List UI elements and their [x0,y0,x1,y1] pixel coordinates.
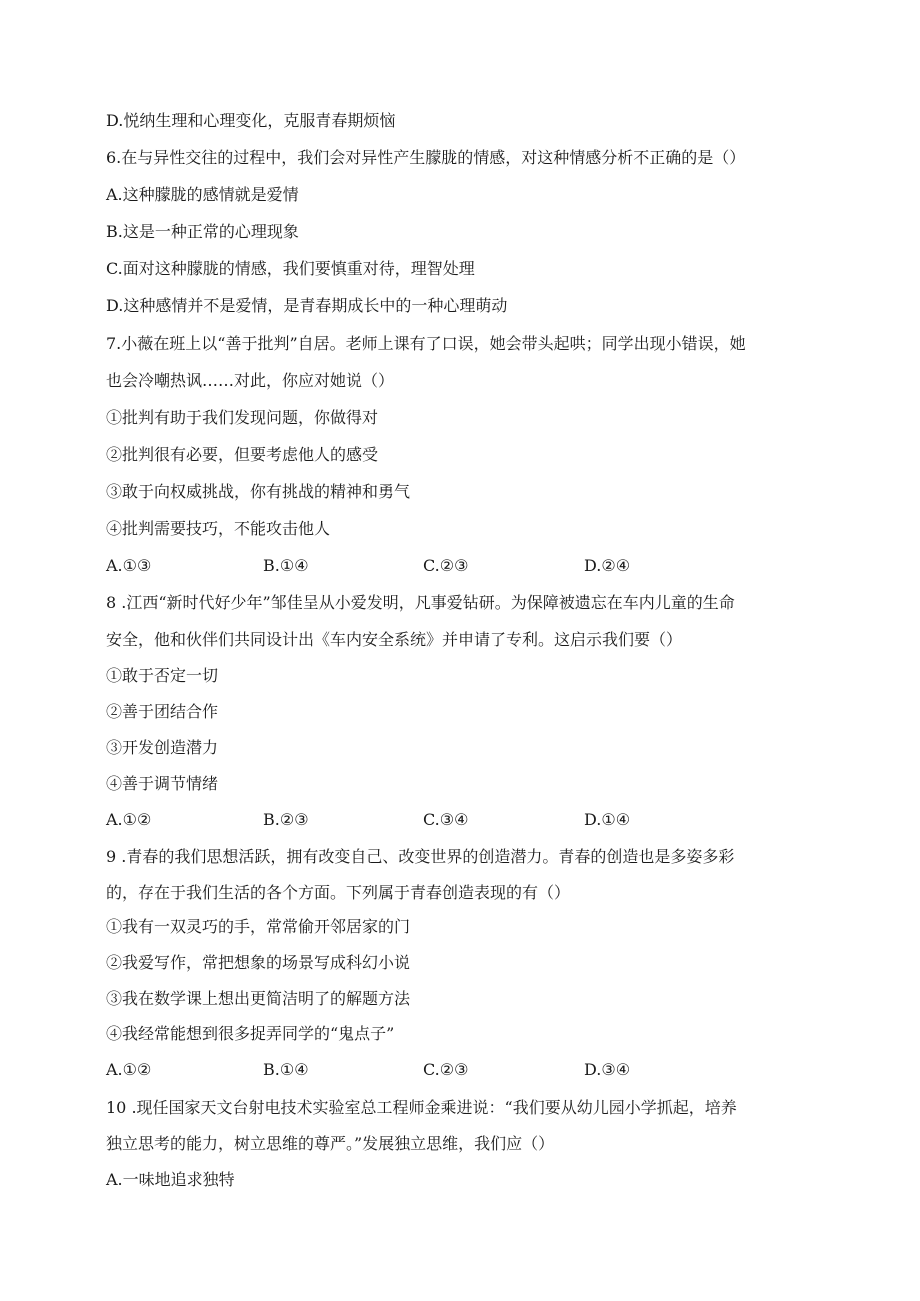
q8-item-4: ④善于调节情绪 [106,774,219,793]
q8-stem-line-1: 8 .江西“新时代好少年”邹佳呈从小爱发明，凡事爱钻研。为保障被遗忘在车内儿童的生命 [106,593,735,612]
q7-answer-b: B.①④ [263,556,309,575]
q9-answer-d: D.③④ [584,1060,631,1079]
q8-answer-options [106,810,826,830]
q9-answer-options [106,1060,826,1080]
q6-option-d: D.这种感情并不是爱情，是青春期成长中的一种心理萌动 [106,296,508,315]
q7-item-4: ④批判需要技巧，不能攻击他人 [106,519,331,538]
q9-item-1: ①我有一双灵巧的手，常常偷开邻居家的门 [106,917,411,936]
q10-stem-line-1: 10 .现任国家天文台射电技术实验室总工程师金乘进说：“我们要从幼儿园小学抓起，培养 [106,1098,737,1117]
q7-answer-c: C.②③ [423,556,469,575]
q9-stem-line-1: 9 .青春的我们思想活跃，拥有改变自己、改变世界的创造潜力。青春的创造也是多姿多彩 [106,847,735,866]
q6-option-a: A.这种朦胧的感情就是爱情 [106,185,299,204]
q8-item-2: ②善于团结合作 [106,702,219,721]
q9-stem-line-2: 的，存在于我们生活的各个方面。下列属于青春创造表现的有（） [106,883,571,902]
q8-answer-c: C.③④ [423,810,469,829]
q10-option-a: A.一味地追求独特 [106,1170,235,1189]
q6-stem: 6.在与异性交往的过程中，我们会对异性产生朦胧的情感，对这种情感分析不正确的是（） [106,148,746,167]
q9-item-4: ④我经常能想到很多捉弄同学的“鬼点子” [106,1024,395,1043]
q8-answer-d: D.①④ [584,810,631,829]
q7-answer-d: D.②④ [584,556,631,575]
q7-item-1: ①批判有助于我们发现问题，你做得对 [106,408,379,427]
q8-item-1: ①敢于否定一切 [106,666,219,685]
q9-answer-a: A.①② [106,1060,152,1079]
q7-item-3: ③敢于向权威挑战，你有挑战的精神和勇气 [106,482,411,501]
q9-item-3: ③我在数学课上想出更简洁明了的解题方法 [106,989,411,1008]
q8-answer-b: B.②③ [263,810,309,829]
q8-answer-a: A.①② [106,810,152,829]
q10-stem-line-2: 独立思考的能力，树立思维的尊严。”发展独立思维，我们应（） [106,1134,555,1153]
q5-option-d: D.悦纳生理和心理变化，克服青春期烦恼 [106,111,396,130]
q7-stem-line-1: 7.小薇在班上以“善于批判”自居。老师上课有了口误，她会带头起哄；同学出现小错误，她 [106,334,746,353]
q6-option-c: C.面对这种朦胧的情感，我们要慎重对待，理智处理 [106,259,475,278]
q6-option-b: B.这是一种正常的心理现象 [106,222,299,241]
q8-stem-line-2: 安全，他和伙伴们共同设计出《车内安全系统》并申请了专利。这启示我们要（） [106,630,683,649]
q7-answer-options [106,556,826,576]
q8-item-3: ③开发创造潜力 [106,738,219,757]
q9-answer-b: B.①④ [263,1060,309,1079]
q7-answer-a: A.①③ [106,556,152,575]
q7-item-2: ②批判很有必要，但要考虑他人的感受 [106,445,379,464]
q9-item-2: ②我爱写作，常把想象的场景写成科幻小说 [106,953,411,972]
q9-answer-c: C.②③ [423,1060,469,1079]
q7-stem-line-2: 也会冷嘲热讽……对此，你应对她说（） [106,371,395,390]
